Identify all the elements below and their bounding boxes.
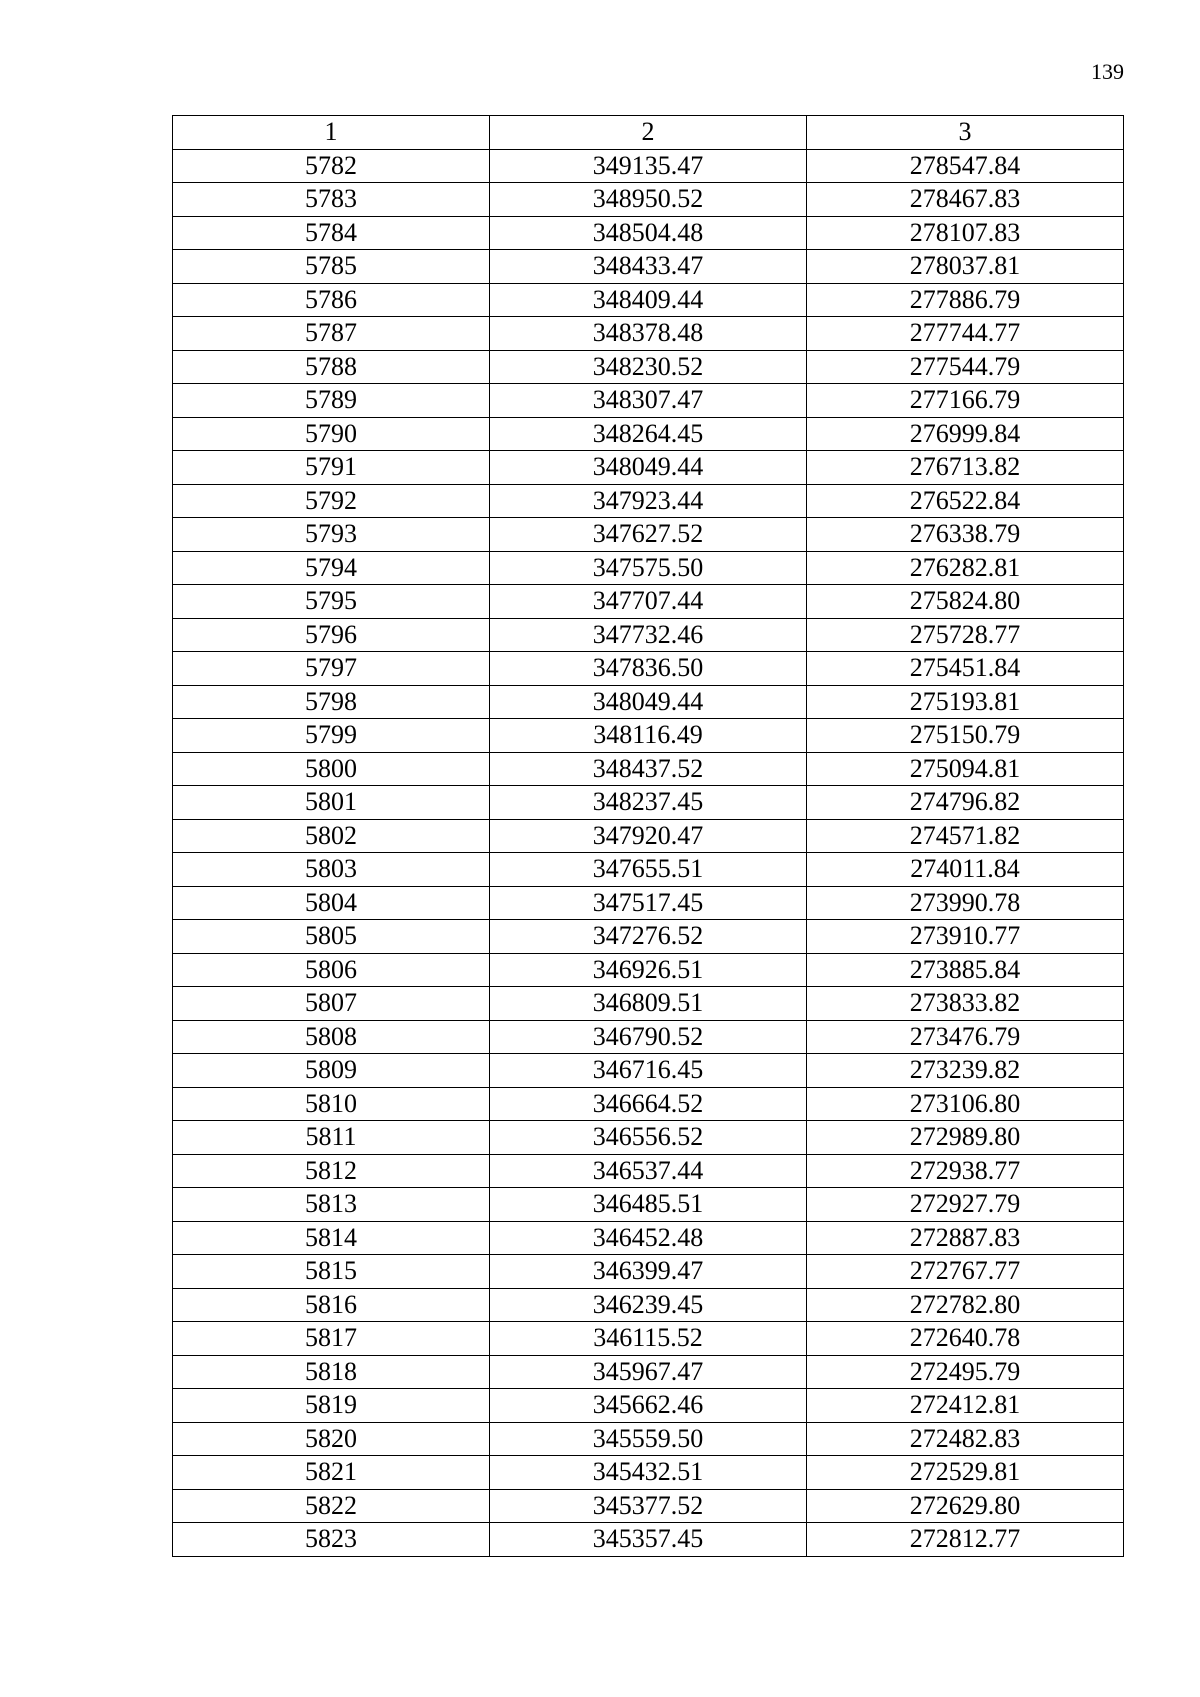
table-cell-col-1: 5813 bbox=[173, 1188, 490, 1222]
table-cell-col-1: 5783 bbox=[173, 183, 490, 217]
table-cell-col-3: 272927.79 bbox=[806, 1188, 1123, 1222]
table-cell-col-1: 5802 bbox=[173, 819, 490, 853]
table-cell-col-2: 345357.45 bbox=[489, 1523, 806, 1557]
table-row bbox=[173, 283, 1124, 317]
table-cell-col-3: 277166.79 bbox=[806, 384, 1123, 418]
table-cell-col-2: 348378.48 bbox=[489, 317, 806, 351]
table-cell-col-2: 345967.47 bbox=[489, 1355, 806, 1389]
table-cell-col-3: 273910.77 bbox=[806, 920, 1123, 954]
table-cell-col-2: 345662.46 bbox=[489, 1389, 806, 1423]
table-cell-col-3: 274571.82 bbox=[806, 819, 1123, 853]
table-cell-col-1: 5794 bbox=[173, 551, 490, 585]
table-cell-col-1: 5817 bbox=[173, 1322, 490, 1356]
table-row bbox=[173, 819, 1124, 853]
table-cell-col-3: 272782.80 bbox=[806, 1288, 1123, 1322]
table-cell-col-1: 5790 bbox=[173, 417, 490, 451]
table-cell-col-2: 345432.51 bbox=[489, 1456, 806, 1490]
table-cell-col-1: 5796 bbox=[173, 618, 490, 652]
table-cell-col-3: 275150.79 bbox=[806, 719, 1123, 753]
table-cell-col-1: 5782 bbox=[173, 149, 490, 183]
table-cell-col-2: 345377.52 bbox=[489, 1489, 806, 1523]
table-row bbox=[173, 216, 1124, 250]
table-cell-col-2: 346716.45 bbox=[489, 1054, 806, 1088]
header-cell-1: 1 bbox=[173, 116, 490, 150]
table-cell-col-3: 272629.80 bbox=[806, 1489, 1123, 1523]
table-cell-col-3: 273885.84 bbox=[806, 953, 1123, 987]
table-cell-col-1: 5788 bbox=[173, 350, 490, 384]
table-cell-col-1: 5784 bbox=[173, 216, 490, 250]
table-cell-col-3: 273239.82 bbox=[806, 1054, 1123, 1088]
table-row bbox=[173, 1489, 1124, 1523]
table-row bbox=[173, 1456, 1124, 1490]
table-row bbox=[173, 685, 1124, 719]
table-cell-col-3: 272529.81 bbox=[806, 1456, 1123, 1490]
table-cell-col-2: 348504.48 bbox=[489, 216, 806, 250]
table-cell-col-2: 348433.47 bbox=[489, 250, 806, 284]
table-cell-col-1: 5811 bbox=[173, 1121, 490, 1155]
table-cell-col-1: 5807 bbox=[173, 987, 490, 1021]
table-cell-col-1: 5810 bbox=[173, 1087, 490, 1121]
table-cell-col-2: 348307.47 bbox=[489, 384, 806, 418]
table-cell-col-3: 277886.79 bbox=[806, 283, 1123, 317]
table-cell-col-1: 5808 bbox=[173, 1020, 490, 1054]
table-cell-col-2: 348049.44 bbox=[489, 451, 806, 485]
table-cell-col-2: 347517.45 bbox=[489, 886, 806, 920]
table-cell-col-3: 273476.79 bbox=[806, 1020, 1123, 1054]
table-row bbox=[173, 1422, 1124, 1456]
table-cell-col-3: 275094.81 bbox=[806, 752, 1123, 786]
table-cell-col-1: 5793 bbox=[173, 518, 490, 552]
table-cell-col-2: 346556.52 bbox=[489, 1121, 806, 1155]
table-cell-col-1: 5821 bbox=[173, 1456, 490, 1490]
table-row bbox=[173, 250, 1124, 284]
table-cell-col-3: 276713.82 bbox=[806, 451, 1123, 485]
table-row bbox=[173, 652, 1124, 686]
table-row bbox=[173, 350, 1124, 384]
table-cell-col-2: 348950.52 bbox=[489, 183, 806, 217]
coordinates-table bbox=[172, 115, 1124, 1557]
table-cell-col-3: 276282.81 bbox=[806, 551, 1123, 585]
table-row bbox=[173, 953, 1124, 987]
table-cell-col-2: 347276.52 bbox=[489, 920, 806, 954]
table-header bbox=[173, 116, 1124, 150]
table-row bbox=[173, 1221, 1124, 1255]
table-row bbox=[173, 1121, 1124, 1155]
table-cell-col-3: 275451.84 bbox=[806, 652, 1123, 686]
table-cell-col-2: 347836.50 bbox=[489, 652, 806, 686]
header-row bbox=[173, 116, 1124, 150]
table-cell-col-1: 5805 bbox=[173, 920, 490, 954]
table-cell-col-1: 5791 bbox=[173, 451, 490, 485]
table-cell-col-1: 5800 bbox=[173, 752, 490, 786]
header-cell-2: 2 bbox=[489, 116, 806, 150]
table-row bbox=[173, 1020, 1124, 1054]
table-cell-col-1: 5809 bbox=[173, 1054, 490, 1088]
table-cell-col-3: 274796.82 bbox=[806, 786, 1123, 820]
table-cell-col-3: 273990.78 bbox=[806, 886, 1123, 920]
table-row bbox=[173, 317, 1124, 351]
table-cell-col-3: 274011.84 bbox=[806, 853, 1123, 887]
table-cell-col-2: 346485.51 bbox=[489, 1188, 806, 1222]
table-cell-col-1: 5823 bbox=[173, 1523, 490, 1557]
table-cell-col-3: 278547.84 bbox=[806, 149, 1123, 183]
table-cell-col-2: 347923.44 bbox=[489, 484, 806, 518]
table-cell-col-3: 272989.80 bbox=[806, 1121, 1123, 1155]
table-row bbox=[173, 1255, 1124, 1289]
table-cell-col-2: 347732.46 bbox=[489, 618, 806, 652]
table-row bbox=[173, 451, 1124, 485]
table-cell-col-1: 5792 bbox=[173, 484, 490, 518]
table-cell-col-1: 5815 bbox=[173, 1255, 490, 1289]
table-cell-col-1: 5789 bbox=[173, 384, 490, 418]
table-cell-col-1: 5820 bbox=[173, 1422, 490, 1456]
table-cell-col-3: 272495.79 bbox=[806, 1355, 1123, 1389]
table-cell-col-3: 278467.83 bbox=[806, 183, 1123, 217]
table-cell-col-2: 346399.47 bbox=[489, 1255, 806, 1289]
table-row bbox=[173, 786, 1124, 820]
table-cell-col-2: 347627.52 bbox=[489, 518, 806, 552]
table-row bbox=[173, 1188, 1124, 1222]
table-cell-col-3: 276522.84 bbox=[806, 484, 1123, 518]
table-row bbox=[173, 551, 1124, 585]
table-cell-col-2: 348230.52 bbox=[489, 350, 806, 384]
table-cell-col-3: 273106.80 bbox=[806, 1087, 1123, 1121]
table-cell-col-2: 346790.52 bbox=[489, 1020, 806, 1054]
table-cell-col-3: 272640.78 bbox=[806, 1322, 1123, 1356]
table-cell-col-3: 272412.81 bbox=[806, 1389, 1123, 1423]
table-cell-col-3: 272887.83 bbox=[806, 1221, 1123, 1255]
table-row bbox=[173, 518, 1124, 552]
table-cell-col-2: 347655.51 bbox=[489, 853, 806, 887]
table-cell-col-3: 272767.77 bbox=[806, 1255, 1123, 1289]
table-cell-col-2: 348437.52 bbox=[489, 752, 806, 786]
table-cell-col-2: 347707.44 bbox=[489, 585, 806, 619]
table-row bbox=[173, 417, 1124, 451]
table-cell-col-3: 276999.84 bbox=[806, 417, 1123, 451]
table-cell-col-1: 5814 bbox=[173, 1221, 490, 1255]
table-row bbox=[173, 1355, 1124, 1389]
table-cell-col-2: 348049.44 bbox=[489, 685, 806, 719]
table-cell-col-3: 273833.82 bbox=[806, 987, 1123, 1021]
table-cell-col-2: 347575.50 bbox=[489, 551, 806, 585]
table-cell-col-1: 5803 bbox=[173, 853, 490, 887]
table-cell-col-1: 5806 bbox=[173, 953, 490, 987]
table-cell-col-3: 275824.80 bbox=[806, 585, 1123, 619]
table-row bbox=[173, 1322, 1124, 1356]
table-cell-col-3: 276338.79 bbox=[806, 518, 1123, 552]
table-cell-col-2: 346926.51 bbox=[489, 953, 806, 987]
header-cell-3: 3 bbox=[806, 116, 1123, 150]
table-cell-col-1: 5801 bbox=[173, 786, 490, 820]
table-row bbox=[173, 719, 1124, 753]
table-row bbox=[173, 183, 1124, 217]
table-cell-col-3: 278037.81 bbox=[806, 250, 1123, 284]
table-cell-col-1: 5795 bbox=[173, 585, 490, 619]
table-cell-col-1: 5816 bbox=[173, 1288, 490, 1322]
table-row bbox=[173, 1154, 1124, 1188]
page-number: 139 bbox=[1091, 59, 1124, 84]
table-row bbox=[173, 384, 1124, 418]
table-row bbox=[173, 484, 1124, 518]
table-cell-col-3: 272812.77 bbox=[806, 1523, 1123, 1557]
table-cell-col-2: 347920.47 bbox=[489, 819, 806, 853]
table-row bbox=[173, 1389, 1124, 1423]
table-cell-col-2: 348409.44 bbox=[489, 283, 806, 317]
table-cell-col-2: 346809.51 bbox=[489, 987, 806, 1021]
table-row bbox=[173, 886, 1124, 920]
table-cell-col-3: 272482.83 bbox=[806, 1422, 1123, 1456]
table-row bbox=[173, 1288, 1124, 1322]
table-cell-col-3: 272938.77 bbox=[806, 1154, 1123, 1188]
table-cell-col-2: 348237.45 bbox=[489, 786, 806, 820]
table-cell-col-1: 5822 bbox=[173, 1489, 490, 1523]
table-cell-col-1: 5785 bbox=[173, 250, 490, 284]
table-row bbox=[173, 752, 1124, 786]
table-row bbox=[173, 618, 1124, 652]
table-cell-col-1: 5797 bbox=[173, 652, 490, 686]
table-row bbox=[173, 149, 1124, 183]
table-cell-col-2: 346115.52 bbox=[489, 1322, 806, 1356]
table-cell-col-1: 5799 bbox=[173, 719, 490, 753]
table-cell-col-1: 5818 bbox=[173, 1355, 490, 1389]
table-cell-col-1: 5787 bbox=[173, 317, 490, 351]
table-cell-col-2: 348116.49 bbox=[489, 719, 806, 753]
table-cell-col-1: 5798 bbox=[173, 685, 490, 719]
table-row bbox=[173, 987, 1124, 1021]
table-cell-col-3: 275193.81 bbox=[806, 685, 1123, 719]
table-cell-col-2: 346537.44 bbox=[489, 1154, 806, 1188]
table-cell-col-2: 346452.48 bbox=[489, 1221, 806, 1255]
table-body bbox=[173, 149, 1124, 1556]
table-row bbox=[173, 853, 1124, 887]
table-row bbox=[173, 585, 1124, 619]
table-cell-col-2: 348264.45 bbox=[489, 417, 806, 451]
table-cell-col-3: 275728.77 bbox=[806, 618, 1123, 652]
table-row bbox=[173, 920, 1124, 954]
table-cell-col-3: 277544.79 bbox=[806, 350, 1123, 384]
table-row bbox=[173, 1523, 1124, 1557]
table-cell-col-2: 346664.52 bbox=[489, 1087, 806, 1121]
table-cell-col-1: 5804 bbox=[173, 886, 490, 920]
table-cell-col-1: 5812 bbox=[173, 1154, 490, 1188]
table-cell-col-3: 277744.77 bbox=[806, 317, 1123, 351]
table-row bbox=[173, 1054, 1124, 1088]
table-cell-col-1: 5819 bbox=[173, 1389, 490, 1423]
table-cell-col-3: 278107.83 bbox=[806, 216, 1123, 250]
table-cell-col-2: 349135.47 bbox=[489, 149, 806, 183]
table-cell-col-2: 346239.45 bbox=[489, 1288, 806, 1322]
table-cell-col-2: 345559.50 bbox=[489, 1422, 806, 1456]
table-cell-col-1: 5786 bbox=[173, 283, 490, 317]
table-row bbox=[173, 1087, 1124, 1121]
